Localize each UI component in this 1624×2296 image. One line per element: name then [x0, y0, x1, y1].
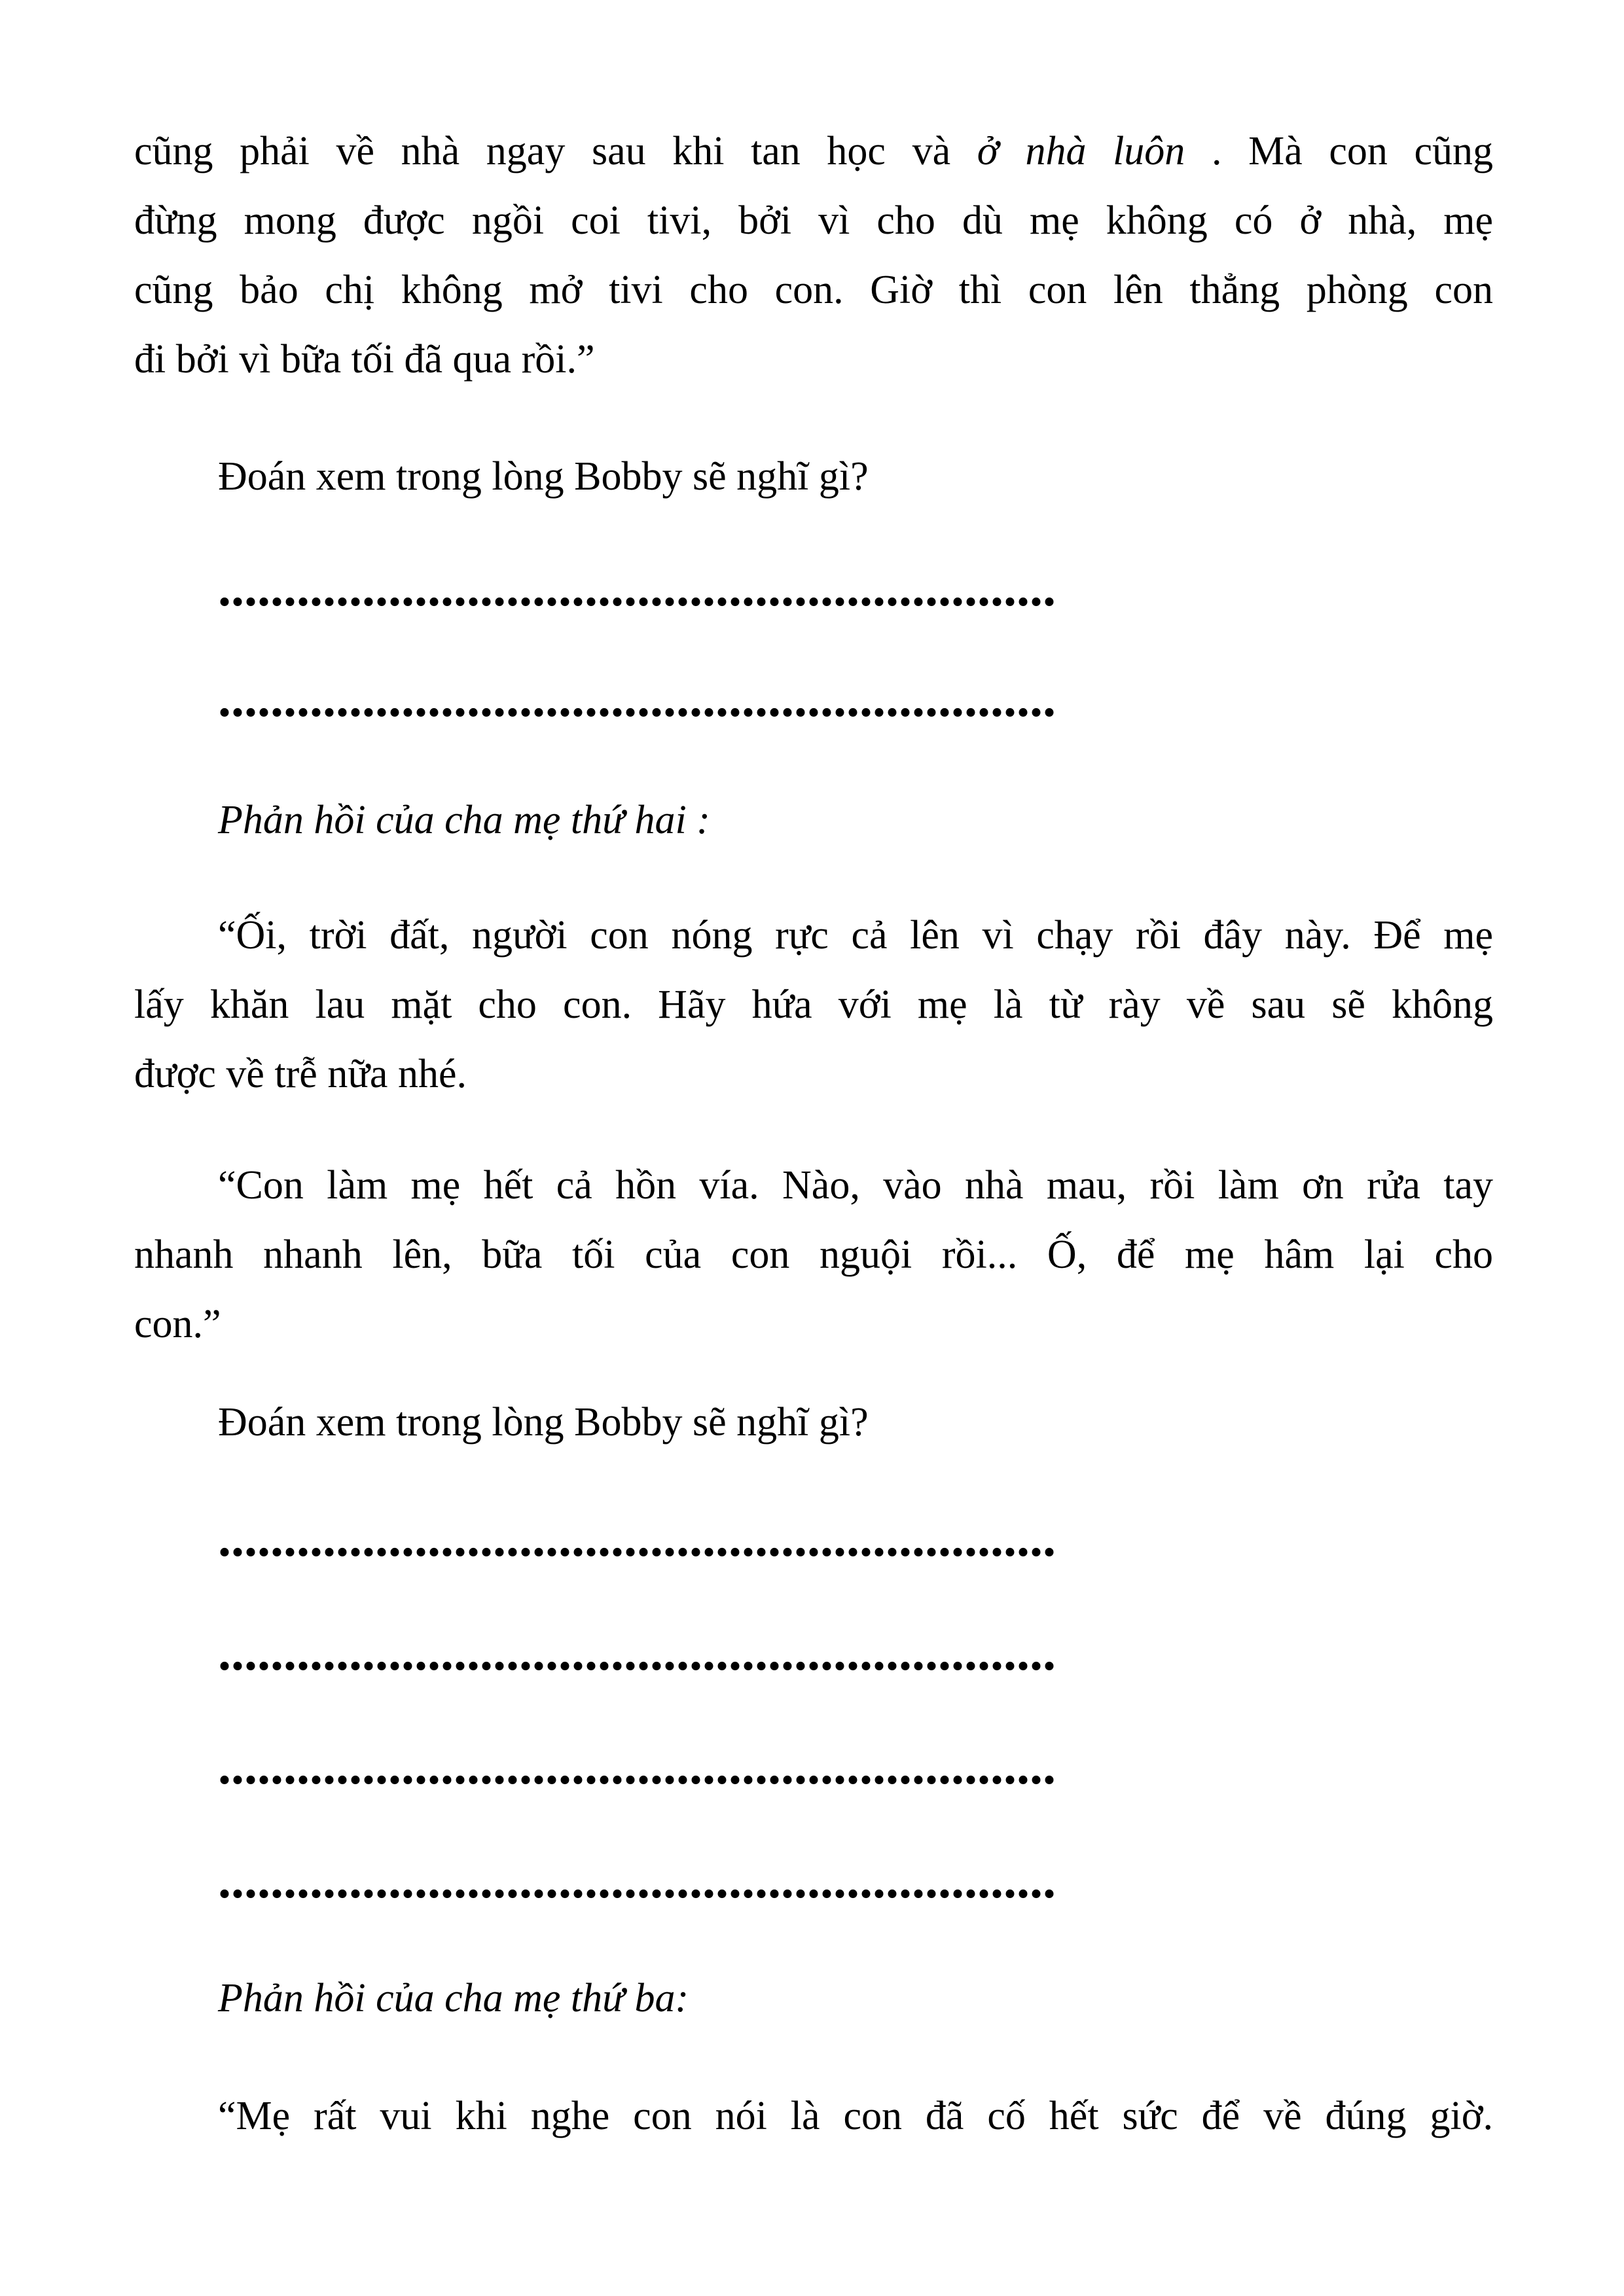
text-line: “Ối, trời đất, người con nóng rực cả lên vì chạy rồi đây này. Để mẹ [218, 913, 1493, 958]
text-line: đừng mong được ngồi coi tivi, bởi vì cho dù mẹ không có ở nhà, mẹ [134, 198, 1493, 243]
text-line: lấy khăn lau mặt cho con. Hãy hứa với mẹ là từ rày về sau sẽ không [134, 982, 1493, 1027]
italic-text-segment: ở nhà luôn [977, 129, 1185, 173]
response-paragraph [134, 901, 1493, 1109]
text-line: “Con làm mẹ hết cả hồn vía. Nào, vào nhà mau, rồi làm ơn rửa tay [218, 1163, 1493, 1208]
text-line [134, 117, 1493, 186]
paragraph-continuation [134, 117, 1493, 394]
text-segment: . Mà con cũng [1185, 129, 1493, 173]
text-line: được về trễ nữa nhé. [134, 1052, 467, 1096]
response-paragraph [134, 1151, 1493, 1359]
dotted-answer-line: ................................................................ [218, 1738, 1056, 1795]
dotted-answer-line: ................................................................ [218, 1852, 1056, 1909]
text-line: nhanh nhanh lên, bữa tối của con nguội rồi... Ố, để mẹ hâm lại cho [134, 1232, 1493, 1277]
response-heading-second-parent: Phản hồi của cha mẹ thứ hai : [218, 798, 710, 842]
text-line: đi bởi vì bữa tối đã qua rồi.” [134, 337, 595, 382]
text-line: con.” [134, 1302, 221, 1346]
guess-prompt: Đoán xem trong lòng Bobby sẽ nghĩ gì? [218, 454, 869, 499]
dotted-answer-line: ................................................................ [218, 560, 1056, 617]
guess-prompt: Đoán xem trong lòng Bobby sẽ nghĩ gì? [218, 1400, 869, 1444]
dotted-answer-line: ................................................................ [218, 670, 1056, 728]
dotted-answer-line: ................................................................ [218, 1624, 1056, 1681]
response-heading-third-parent: Phản hồi của cha mẹ thứ ba: [218, 1976, 689, 2020]
text-line: cũng bảo chị không mở tivi cho con. Giờ thì con lên thẳng phòng con [134, 268, 1493, 312]
text-line: “Mẹ rất vui khi nghe con nói là con đã cố hết sức để về đúng giờ. [218, 2094, 1493, 2138]
dotted-answer-line: ................................................................ [218, 1510, 1056, 1568]
text-segment: cũng phải về nhà ngay sau khi tan học và [134, 129, 977, 173]
